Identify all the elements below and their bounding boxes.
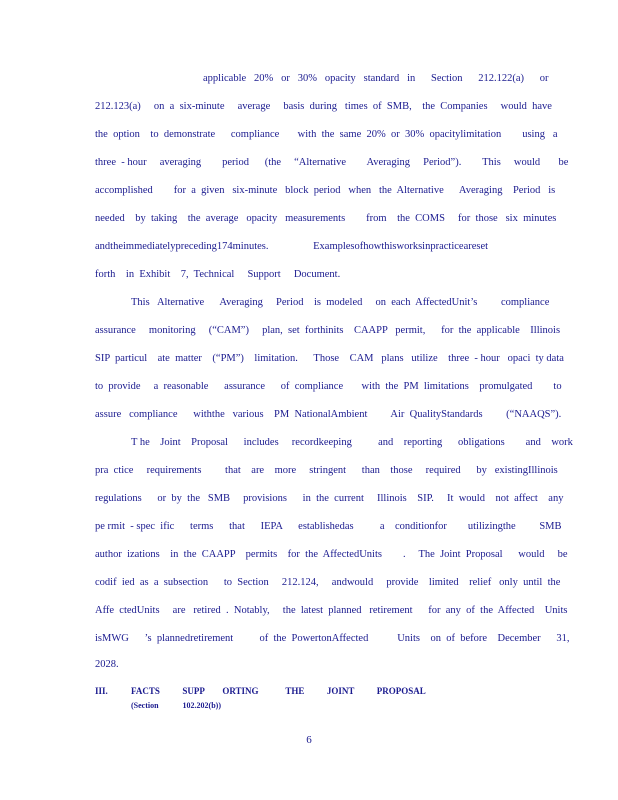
text-line: pe rmit - spec ific terms that IEPA establishedas a conditionfor utilizingthe SMB xyxy=(95,521,562,532)
text-line: three - hour averaging period (the “Alternative Averaging Period”). This would be xyxy=(95,157,569,168)
text-line: T he Joint Proposal includes recordkeeping and reporting obligations and work xyxy=(131,437,573,448)
text-line: author izations in the CAAPP permits for the AffectedUnits . The Joint Proposal would be xyxy=(95,549,568,560)
page-number: 6 xyxy=(306,734,312,746)
text-line: 212.123(a) on a six-minute average basis during times of SMB, the Companies would have xyxy=(95,101,552,112)
text-line: pra ctice requirements that are more stringent than those required by existingIllinois xyxy=(95,465,558,476)
text-line: applicable 20% or 30% opacity standard in Section 212.122(a) or xyxy=(203,73,549,84)
text-line: Affe ctedUnits are retired . Notably, the latest planned retirement for any of the Affected Units xyxy=(95,605,568,616)
text-line: to provide a reasonable assurance of compliance with the PM limitations promulgated to xyxy=(95,381,562,392)
text-line: andtheimmediatelypreceding174minutes. Examplesofhowthisworksinpracticeareset xyxy=(95,241,489,252)
text-line: assurance monitoring (“CAM”) plan, set forthinits CAAPP permit, for the applicable Illinois xyxy=(95,325,561,336)
text-line: SIP particul ate matter (“PM”) limitation. Those CAM plans utilize three - hour opaci ty data xyxy=(95,353,564,364)
text-line: regulations or by the SMB provisions in the current Illinois SIP. It would not affect any xyxy=(95,493,564,504)
text-line: accomplished for a given six-minute block period when the Alternative Averaging Period is xyxy=(95,185,556,196)
section-number: III. xyxy=(95,686,108,696)
text-line: assure compliance withthe various PM NationalAmbient Air QualityStandards (“NAAQS”). xyxy=(95,409,562,420)
text-line: needed by taking the average opacity measurements from the COMS for those six minutes xyxy=(95,213,557,224)
text-line: codif ied as a subsection to Section 212.124, andwould provide limited relief only until the xyxy=(95,577,561,588)
section-subheading: (Section 102.202(b)) xyxy=(131,701,221,710)
text-line: forth in Exhibit 7, Technical Support Document. xyxy=(95,269,341,280)
text-line: isMWG ’s plannedretirement of the PowertonAffected Units on of before December 31, xyxy=(95,633,570,644)
text-line: This Alternative Averaging Period is modeled on each AffectedUnit’s compliance xyxy=(131,297,550,308)
text-line: the option to demonstrate compliance with the same 20% or 30% opacitylimitation using a xyxy=(95,129,558,140)
text-line: 2028. xyxy=(95,659,119,670)
section-heading: FACTS SUPP ORTING THE JOINT PROPOSAL xyxy=(131,686,426,696)
